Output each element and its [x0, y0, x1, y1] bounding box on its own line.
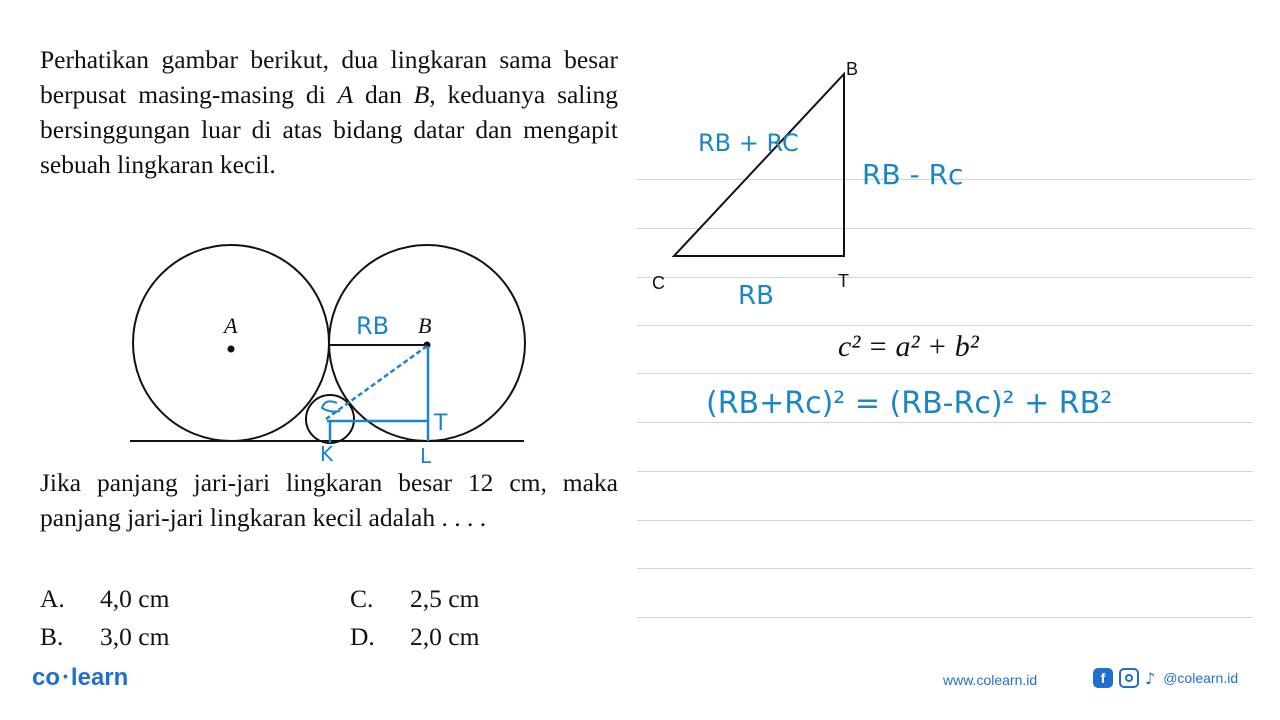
vertex-t: T: [838, 271, 849, 291]
option-a-value: 4,0 cm: [100, 584, 170, 613]
tiktok-icon[interactable]: ♪: [1145, 668, 1156, 688]
vertical-label: RB - Rc: [862, 158, 964, 191]
logo-right: learn: [70, 664, 129, 691]
option-b-value: 3,0 cm: [100, 622, 170, 651]
option-d-letter: D.: [350, 622, 375, 651]
var-a: A: [337, 80, 354, 109]
annot-t: T: [434, 411, 448, 436]
annot-rb: RB: [356, 312, 390, 340]
annot-l: L: [420, 444, 432, 468]
social-handle[interactable]: @colearn.id: [1163, 670, 1239, 686]
substituted-equation: (RB+Rc)² = (RB-Rc)² + RB²: [706, 386, 1113, 421]
website-link[interactable]: www.colearn.id: [943, 672, 1038, 688]
pythagoras-equation: c² = a² + b²: [838, 330, 979, 363]
triangle-figure: [652, 59, 963, 311]
logo-left: co: [32, 664, 61, 691]
hypotenuse-label: RB + RC: [698, 129, 799, 157]
circles-figure: [130, 245, 525, 468]
base-label: RB: [738, 281, 774, 311]
right-triangle: [674, 74, 844, 256]
label-a: A: [224, 313, 238, 338]
intro-part-3: , keduanya saling bersinggungan luar di atas bidang datar dan mengapit sebuah lingkaran kecil.: [40, 80, 618, 179]
label-b: B: [418, 313, 432, 338]
option-c-letter: C.: [350, 584, 374, 613]
option-a-letter: A.: [40, 584, 65, 613]
option-b-letter: B.: [40, 622, 64, 651]
problem-question: Jika panjang jari-jari lingkaran besar 12 cm, maka panjang jari-jari lingkaran kecil adalah . . . .: [40, 468, 618, 532]
vertex-c: C: [652, 273, 665, 293]
social-links: [1093, 668, 1238, 688]
colearn-logo[interactable]: [32, 664, 128, 692]
annot-k: K: [320, 442, 334, 466]
var-b: B: [413, 80, 430, 109]
option-d-value: 2,0 cm: [410, 622, 480, 651]
vertex-b: B: [846, 59, 859, 79]
circle-a: [133, 245, 329, 441]
intro-part-2: dan: [353, 80, 414, 109]
facebook-icon[interactable]: f: [1093, 668, 1113, 688]
intro-part-1: Perhatikan gambar berikut, dua lingkaran sama besar berpusat masing-masing di: [40, 45, 618, 109]
hw-mark-c: [322, 401, 340, 411]
instagram-icon[interactable]: [1119, 668, 1139, 688]
option-c-value: 2,5 cm: [410, 584, 480, 613]
hw-line-b-c: [326, 346, 427, 419]
center-a-dot: [228, 346, 235, 353]
logo-dot-icon: •: [63, 668, 68, 684]
